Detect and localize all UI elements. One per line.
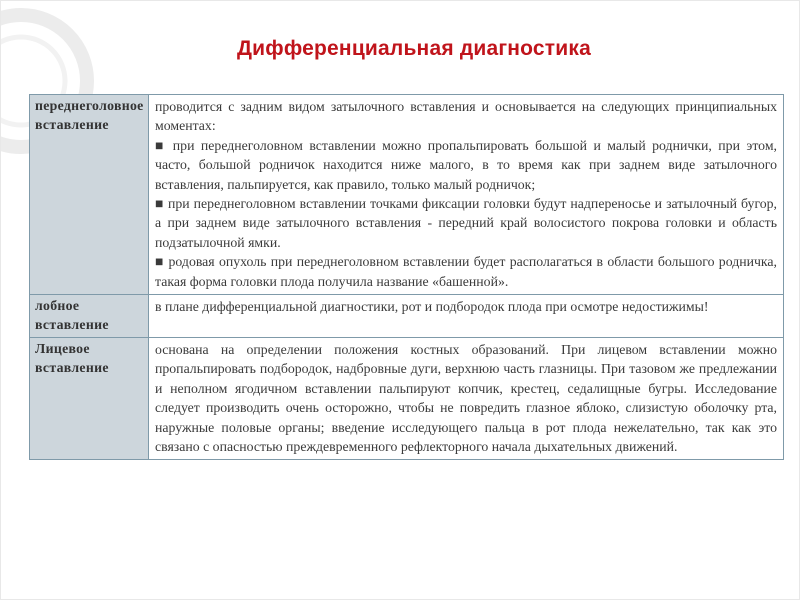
paragraph: проводится с задним видом затылочного вставления и основывается на следующих принципиальных моментах:: [155, 99, 777, 134]
paragraph: в плане дифференциальной диагностики, рот и подбородок плода при осмотре недостижимы!: [155, 299, 709, 315]
row-label-cell: [30, 95, 149, 295]
bullet-paragraph: ■ при переднеголовном вставлении точками фиксации головки будут надпереносье и затылочный бугор, а при заднем виде затылочного вставления - передний край волосистого покрова головки и область подзатылочной ямки.: [155, 196, 777, 250]
slide-title: Дифференциальная диагностика: [237, 37, 591, 60]
row-label: переднеголовное вставление: [35, 98, 144, 133]
row-label: Лицевое вставление: [35, 340, 109, 376]
row-label-cell: [30, 337, 149, 459]
table-row: [30, 95, 784, 295]
row-text-cell: [149, 295, 784, 338]
paragraph: основана на определении положения костных образований. При лицевом вставлении можно пропальпировать подбородок, надбровные дуги, верхнюю часть глазницы. При тазовом же предлежании и неполном ягодичном вставлении пальпируют копчик, крестец, седалищные бугры. Исследование следует производить очень осторожно, чтобы не повредить глазное яблоко, слизистую оболочку рта, наружные половые органы; введение исследующего пальца в рот плода нежелательно, так как это связано с опасностью преждевременного рефлекторного начала дыхательных движений.: [155, 341, 777, 454]
row-text-cell: [149, 95, 784, 295]
table-row: [30, 295, 784, 338]
bullet-paragraph: ■ родовая опухоль при переднеголовном вставлении будет располагаться в области большого родничка, такая форма головки плода получила название «башенной».: [155, 254, 777, 289]
row-label: лобное вставление: [35, 298, 109, 333]
table-row: [30, 337, 784, 459]
diagnosis-table: [29, 94, 784, 460]
bullet-paragraph: ■ при переднеголовном вставлении можно пропальпировать большой и малый роднички, при этом, часто, большой родничок находится ниже малого, в то время как при заднем виде затылочного вставления, пальпируется, как правило, только малый родничок;: [155, 137, 777, 192]
row-label-cell: [30, 295, 149, 338]
row-text-cell: [149, 337, 784, 459]
